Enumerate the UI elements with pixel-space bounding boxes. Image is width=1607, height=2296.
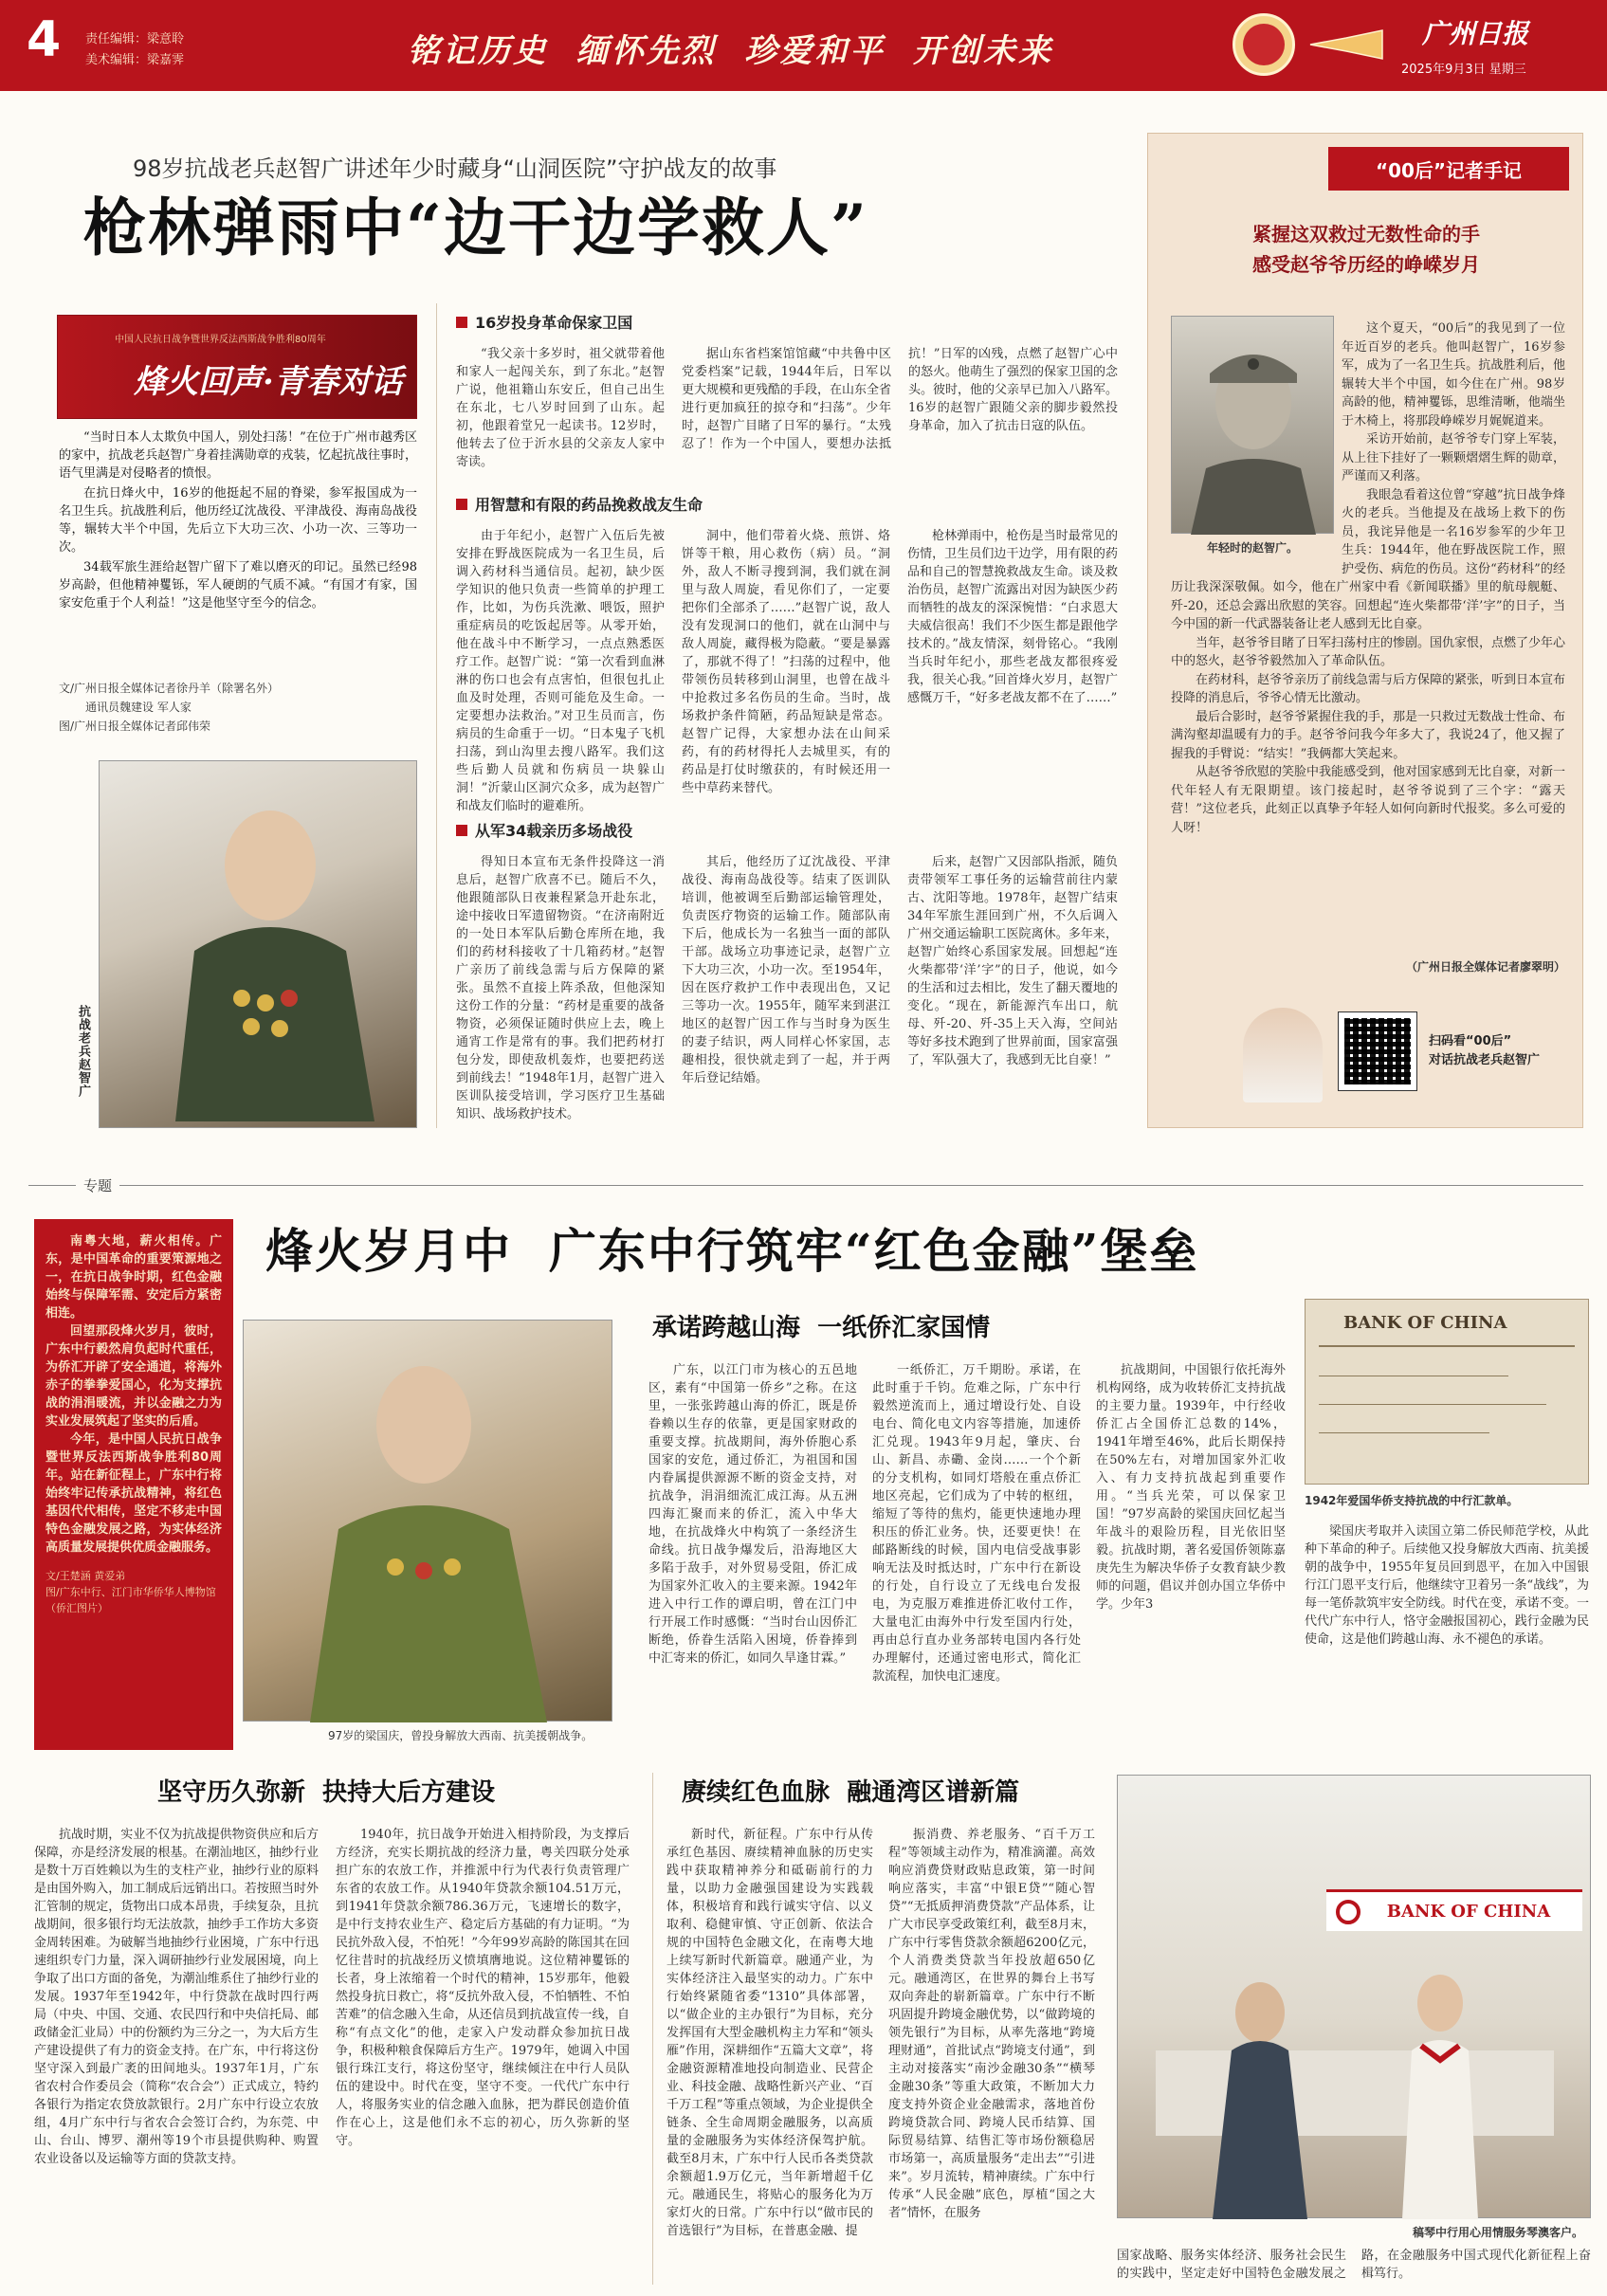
sidebar-paragraph: 最后合影时，赵爷爷紧握住我的手，那是一只救过无数战士性命、布满沟壑却温暖有力的手。赵爷爷问我今年多大了，我说24了，他又握了握我的手臂说：“结实！”我俩都大笑起来。 bbox=[1171, 709, 1566, 761]
issue-date: 2025年9月3日 星期三 bbox=[1401, 63, 1526, 77]
body-paragraph: 广东，以江门市为核心的五邑地区，素有“中国第一侨乡”之称。在这里，一张张跨越山海的侨汇，既是侨眷赖以生存的依靠，更是国家财政的重要支撑。抗战期间，海外侨胞心系国家的安危，通过侨汇，为祖国和国内眷属提供源源不断的资金支持，对抗战争，涓涓细流汇成江海。从五洲四海汇聚而来的侨汇，流入中华大地，在抗战烽火中构筑了一条经济生命线。抗日战争爆发后，沿海地区大多陷于敌手，对外贸易受阻，侨汇成为国家外汇收入的主要来源。1942年进入中行工作的谭启明，曾在江门中行开展工作时感慨：“当时台山因侨汇断绝，侨眷生活陷入困境，侨眷捧到中汇寄来的侨汇，如同久旱逢甘霖。” bbox=[648, 1363, 857, 1666]
section-c-title: 赓续红色血脉 融通湾区谱新篇 bbox=[682, 1778, 1020, 1807]
section-col bbox=[456, 345, 665, 473]
body-paragraph: 抗战时期，实业不仅为抗战提供物资供应和后方保障，亦是经济发展的根基。在潮汕地区，抽纱行业是数十万百姓赖以为生的支柱产业，抽纱行业的原料是由国外购入，加工制成后远销出口。若按照当时外汇管制的规定，货物出口成本昂贵，手续复杂，且抗战期间，很多银行均无法放款，抽纱手工作坊大多资金周转困难。为破解当地抽纱行业困境，广东中行迅速组织专门力量，深入调研抽纱行业发展困境，向上争取了出口方面的备免，为潮汕维系住了抽纱行业的发展。1937年至1942年，中行贷款在战时四行两局（中央、中国、交通、农民四行和中央信托局、邮政储金汇业局）中的份额约为三分之一，为大后方生产建设提供了有力的资金支持。在广东，中行将这份坚守深入到最广袤的田间地头。1937年1月，广东省农村合作委员会（简称“农合会”）正式成立，特约各银行为指定农贷放款银行。2月广东中行设立农放组，4月广东中行与省农合会签订合约，为东莞、中山、台山、博罗、潮州等19个市县提供购种、购置农业设备以及运输等方面的贷款支持。 bbox=[34, 1828, 319, 2166]
body-paragraph: “我父亲十多岁时，祖父就带着他和家人一起闯关东，到了东北。”赵智广说，他祖籍山东安丘，但自己出生在东北，七八岁时回到了山东。起初，他跟着堂兄一起读书。12岁时，他转去了位于沂水县的父亲友人家中寄读。 bbox=[456, 347, 665, 469]
banner-title: 烽火回声·青春对话 bbox=[134, 363, 403, 401]
section-col bbox=[667, 1826, 873, 2285]
section-col bbox=[1096, 1361, 1286, 1740]
bullet-square bbox=[456, 825, 467, 836]
lead-box-paragraph: 南粤大地，薪火相传。广东，是中国革命的重要策源地之一，在抗日战争时期，红色金融始终与保障军需、安定后方紧密相连。 bbox=[46, 1234, 222, 1321]
story-headline: 枪林弹雨中“边干边学救人” bbox=[83, 191, 868, 264]
lead-box-credits: 文/王楚涵 黄爱弟 图/广东中行、江门市华侨华人博物馆（侨汇图片） bbox=[46, 1570, 216, 1614]
lead-paragraph: “当时日本人太欺负中国人，别处扫荡！”在位于广州市越秀区的家中，抗战老兵赵智广身着挂满勋章的戎装，忆起抗战往事时，语气里满是对侵略者的愤恨。 bbox=[59, 430, 417, 481]
section-col bbox=[682, 527, 890, 849]
body-paragraph: 一纸侨汇，万千期盼。承诺，在此时重于千钧。危难之际，广东中行毅然逆流而上，通过增设行处、自设电台、简化电文内容等措施，加速侨汇兑现。1943年9月起，肇庆、台山、新昌、赤磡、金岗……一个个新的分支机构，如同灯塔般在重点侨汇地区亮起，它们成为了中转的枢纽，缩短了等待的焦灼，能更快速地办理积压的侨汇业务。快，还要更快！在邮路断线的时候，国内电信受战事影响无法及时抵达时，广东中行在新设的行处，自行设立了无线电台发报电，为克服万难推进侨汇收付工作，大量电汇由海外中行发至国内行处，再由总行直办业务部转电国内各行处办理解付，还通过密电形式，简化汇款流程，加快电汇速度。 bbox=[872, 1363, 1081, 1684]
credit-line: 图/广州日报全媒体记者邱伟荣 bbox=[59, 720, 211, 733]
sidebar-byline: （广州日报全媒体记者廖翠明） bbox=[1405, 960, 1565, 974]
section-title: 用智慧和有限的药品挽救战友生命 bbox=[475, 496, 703, 514]
body-paragraph: 洞中，他们带着火烧、煎饼、烙饼等干粮，用心救伤（病）员。“洞外，敌人不断寻搜到洞，我们就在洞里与敌人周旋，看见你们了，一定要把你们全部杀了……”赵智广说，敌人没有发现洞口的他们，就在山洞中与敌人周旋，藏得极为隐蔽。“要是暴露了，那就不得了！”扫荡的过程中，他带领伤员转移到山洞里，也曾在战斗中抢救过多名伤员的生命。当时，战场救护条件简陋，药品短缺是常态。赵智广记得，大家想办法在山间采药，有的药材得托人去城里买，有的药品是打仗时缴获的，有时候还用一些中草药来替代。 bbox=[682, 529, 890, 795]
section-col bbox=[872, 1361, 1081, 1740]
section-b-title: 坚守历久弥新 抉持大后方建设 bbox=[157, 1778, 496, 1807]
lead-paragraph: 在抗日烽火中，16岁的他挺起不屈的脊梁，参军报国成为一名卫生兵。抗战胜利后，他历经辽沈战役、平津战役、海南岛战役等，辗转大半个中国，先后立下大功三次、小功一次、三等功一次。 bbox=[59, 486, 417, 555]
body-paragraph: 枪林弹雨中，枪伤是当时最常见的伤情，卫生员们边干边学，用有限的药品和自己的智慧挽救战友生命。谈及救治伤员，赵智广流露出对因为缺医少药而牺牲的战友的深深惋惜：“白求恩大夫威信很高！我们不少医生都是跟他学技术的。”战友情深，刻骨铭心。“我刚当兵时年纪小，那些老战友都很疼爱我，很关心我。”回首烽火岁月，赵智广感慨万千，“好多老战友都不在了……” bbox=[907, 529, 1118, 705]
bank-branch-photo bbox=[1117, 1775, 1591, 2218]
sidebar-paragraph: 我眼急看着这位曾“穿越”抗日战争烽火的老兵。当他提及在战场上救下的伤员，我诧异他是一名16岁参军的少年卫生兵：1944年，他在野战医院工作，照护受伤、病危的伤员。这份“药材科”的经历让我深深敬佩。如今，他在广州家中看《新闻联播》里的航母舰艇、歼-20，还总会露出欣慰的笑容。回想起“连火柴都带‘洋’字”的日子，当今中国的新一代武器装备让老人感到无比自豪。 bbox=[1171, 487, 1565, 631]
section-col bbox=[1305, 1522, 1589, 1746]
series-banner bbox=[57, 315, 417, 419]
body-paragraph: 据山东省档案馆馆藏“中共鲁中区党委档案”记载，1944年后，日军以更大规模和更残酷的手段，在山东全省进行更加疯狂的掠夺和“扫荡”。少年时，赵智广目睹了日军的暴行。“太残忍了！作为一个中国人，要想办法抵抗！”日军的凶残，点燃了赵智广心中的怒火。他萌生了强烈的保家卫国的念头。彼时，他的父亲早已加入八路军。16岁的赵智广跟随父亲的脚步毅然投身革命，加入了抗击日寇的队伍。 bbox=[682, 347, 1118, 451]
qr-caption: 扫码看“00后” 对话抗战老兵赵智广 bbox=[1429, 1034, 1541, 1067]
lead-text bbox=[59, 428, 417, 614]
section-a-title: 承诺跨越山海 一纸侨汇家国情 bbox=[652, 1314, 991, 1342]
bullet-square bbox=[456, 499, 467, 510]
liang-photo-caption: 97岁的梁国庆，曾投身解放大西南、抗美援朝战争。 bbox=[328, 1729, 593, 1742]
body-paragraph: 国家战略、服务实体经济、服务社会民生的实践中，坚定走好中国特色金融发展之路，在金融服务中国式现代化新征程上奋楫笃行。 bbox=[1117, 2249, 1591, 2281]
paper-logo: 广州日报 bbox=[1422, 18, 1529, 49]
sidebar-paragraph: 采访开始前，赵爷爷专门穿上军装，从上往下挂好了一颗颗熠熠生辉的勋章，严谨而又利落。 bbox=[1342, 432, 1565, 483]
sidebar-paragraph: 在药材科，赵爷爷亲历了前线急需与后方保障的紧张，听到日本宣布投降的消息后，爷爷心情无比激动。 bbox=[1171, 672, 1566, 705]
document-bank-name: BANK OF CHINA bbox=[1343, 1313, 1507, 1333]
credit-line: 通讯员魏建设 军人家 bbox=[85, 701, 192, 714]
body-paragraph: 得知日本宣布无条件投降这一消息后，赵智广欣喜不已。随后不久，他跟随部队日夜兼程紧急开赴东北，途中接收日军遗留物资。“在济南附近的一处日本军队后勤仓库所在地，我们的药材科接收了十几箱药材。”赵智广亲历了前线急需与后方保障的紧张。虽然不直接上阵杀敌，但他深知这份工作的分量：“药材是重要的战备物资，必须保证随时供应上去，晚上通宵工作是常有的事。我们把药材打包分发，即使敌机轰炸，也要把药送到前线去！”1948年1月，赵智广进入医训队接受培训，学习医疗卫生基础知识、战场救护技术。 bbox=[456, 855, 665, 1121]
section-col bbox=[456, 853, 665, 1126]
body-paragraph: 1940年，抗日战争开始进入相持阶段，为支撑后方经济，充实长期抗战的经济力量，粤关四联分处承担广东的农放工作，并推派中行为代表行负责管理广东省的农放工作。从1940年贷款余额104.51万元，到1941年贷款余额786.36万元，飞速增长的数字，是中行支持农业生产、稳定后方基础的有力证明。“为民抗外敌入侵，不怕死！”今年99岁高龄的陈国其在回忆往昔时的抗战经历义愤填膺地说。这位精神矍铄的长者，身上浓缩着一个时代的精神，15岁那年，他毅然投身抗日救亡，将“反抗外敌入侵，不怕牺牲、不怕苦难”的信念融入生命，从还信员到抗战宣传一线，自称“有点文化”的他，走家入户发动群众参加抗日战争，积极种粮食保障后方生产。1979年，她调入中国银行珠江支行，将这份坚守，继续倾注在中行人员队伍的建设中。时代在变，坚守不变。一代代广东中行人，将服务实业的信念融入血脉，把为群民创造价值作在心上，这是他们永不忘的初心，历久弥新的坚守。 bbox=[336, 1828, 630, 2148]
body-paragraph: 新时代，新征程。广东中行从传承红色基因、赓续精神血脉的历史实践中获取精神养分和砥砺前行的力量，以助力金融强国建设为实践载体，积极培育和践行诚实守信、以义取利、稳健审慎、守正创新、依法合规的中国特色金融文化，在南粤大地上续写新时代新篇章。融通产业，为实体经济注入最坚实的动力。广东中行始终紧随省委“1310”具体部署，以“做企业的主办银行”为目标，充分发挥国有大型金融机构主力军和“领头雁”作用，深耕细作“五篇大文章”，将金融资源精准地投向制造业、民营企业、科技金融、战略性新兴产业、“百千万工程”等重点领域，为企业提供全链条、全生命周期金融服务，以高质量的金融服务为实体经济保驾护航。截至8月末，广东中行人民币各类贷款余额超1.9万亿元，当年新增超千亿元。融通民生，将贴心的服务化为万家灯火的日常。广东中行以“做市民的首选银行”为目标，在普惠金融、提 bbox=[667, 1828, 873, 2238]
editor-credit-1: 责任编辑：梁意聆 bbox=[85, 32, 185, 46]
section-col bbox=[682, 853, 890, 1126]
qr-code[interactable] bbox=[1338, 1011, 1417, 1091]
sidebar-text bbox=[1171, 319, 1565, 837]
section-title: 从军34载亲历多场战役 bbox=[475, 822, 633, 840]
sidebar-paragraph: 当年，赵爷爷目睹了日军扫荡村庄的惨剧。国仇家恨，点燃了少年心中的怒火，赵爷爷毅然加入了革命队伍。 bbox=[1171, 635, 1566, 668]
sidebar-paragraph: 从赵爷爷欣慰的笑脸中我能感受到，他对国家感到无比自豪，对新一代年轻人有无限期望。该门接起时，赵爷爷说到了三个字：“露天营！”这位老兵，此刻正以真挚予年轻人如何向新时代报奖。多么可爱的人呀！ bbox=[1171, 765, 1566, 835]
section-heading bbox=[456, 311, 632, 333]
special-section-a bbox=[630, 1308, 1293, 1744]
document-caption: 1942年爱国华侨支持抗战的中行汇款单。 bbox=[1305, 1494, 1519, 1507]
sidebar-tag-label: “00后”记者手记 bbox=[1375, 158, 1523, 182]
section-col bbox=[907, 853, 1118, 1126]
special-label: 专题 bbox=[76, 1175, 119, 1195]
trumpet-icon bbox=[1308, 28, 1384, 61]
section-col bbox=[336, 1826, 630, 2285]
masthead-slogan: 铭记历史 缅怀先烈 珍爱和平 开创未来 bbox=[408, 32, 1054, 70]
section-col bbox=[907, 527, 1118, 849]
page-number: 4 bbox=[27, 11, 62, 68]
story-kicker: 98岁抗战老兵赵智广讲述年少时藏身“山洞医院”守护战友的故事 bbox=[133, 155, 777, 182]
special-lead-box bbox=[34, 1219, 233, 1750]
body-paragraph: 振消费、养老服务、“百千万工程”等领域主动作为，精准滴灌。高效响应消费贷财政贴息政策，第一时间响应落实，丰富“中银E贷”“随心智贷”“无抵质押消费贷款”产品体系，让广大市民享受政策红利，截至8月末，广东中行零售贷款余额超6200亿元，个人消费类贷款当年投放超650亿元。融通湾区，在世界的舞台上书写双向奔赴的崭新篇章。广东中行不断巩固提升跨境金融优势，以“做跨境的领先银行”为目标，从率先落地“跨境理财通”，首批试点“跨境支付通”，到主动对接落实“南沙金融30条”“横琴金融30条”等重大政策，不断加大力度支持外资企业金融需求，落地首份跨境贷款合同、跨境人民币结算、国际贸易结算、结售汇等市场份额稳居市场第一，高质量服务“走出去”“引进来”。岁月流转，精神赓续。广东中行传承“人民金融”底色，厚植“国之大者”情怀，在服务 bbox=[888, 1828, 1095, 2220]
sidebar-title: 紧握这双救过无数性命的手 感受赵爷爷历经的峥嵘岁月 bbox=[1252, 223, 1480, 276]
section-heading bbox=[456, 819, 632, 841]
young-photo-caption: 年轻时的赵智广。 bbox=[1206, 541, 1298, 555]
section-col bbox=[34, 1826, 319, 2285]
editor-credit-2: 美术编辑：梁嘉霁 bbox=[85, 53, 185, 67]
section-col bbox=[888, 1826, 1095, 2285]
sidebar-paragraph: 这个夏天，“00后”的我见到了一位年近百岁的老兵。他叫赵智广，16岁参军，成为了一名卫生兵。抗战胜利后，他辗转大半个中国，如今住在广州。98岁高龄的他，精神矍铄，思维清晰，他端坐于木椅上，将那段峥嵘岁月娓娓道来。 bbox=[1342, 321, 1565, 428]
section-col bbox=[648, 1361, 857, 1740]
body-paragraph: 梁国庆考取并入读国立第二侨民师范学校，从此种下革命的种子。后续他又投身解放大西南、抗美援朝的战争中，1955年复员回到恩平，在加入中国银行江门恩平支行后，他继续守卫着另一条“战线”，为每一笔侨款筑牢安全防线。时代在变，承诺不变。一代代广东中行人，恪守金融报国初心，践行金融为民使命，这是他们跨越山海、永不褪色的承诺。 bbox=[1305, 1524, 1589, 1647]
section-col bbox=[682, 345, 1118, 483]
section-title: 16岁投身革命保家卫国 bbox=[475, 314, 633, 332]
special-headline: 烽火岁月中 广东中行筑牢“红色金融”堡垒 bbox=[265, 1223, 1199, 1279]
bank-sign-text: BANK OF CHINA bbox=[1386, 1902, 1551, 1922]
body-paragraph: 后来，赵智广又因部队指派，随负责带领军工事任务的运输营前往内蒙古、沈阳等地。1978年，赵智广结束34年军旅生涯回到广州，不久后调入广州交通运输职工医院离休。多年来，赵智广始终心系国家发展。回想起“连火柴都带‘洋’字”的日子，他说，如今的生活和过去相比，发生了翻天覆地的变化。“现在，新能源汽车出口，航母、歼-20、歼-35上天入海，空间站等好多技术跑到了世界前面，国家富强了，军队强大了，我感到无比自豪！” bbox=[907, 855, 1118, 1067]
credit-line: 文/广州日报全媒体记者徐丹羊（除署名外） bbox=[59, 682, 280, 695]
banner-small-text: 中国人民抗日战争暨世界反法西斯战争胜利80周年 bbox=[115, 335, 326, 345]
sidebar bbox=[1147, 133, 1583, 1128]
story-credits bbox=[59, 679, 417, 736]
section-col bbox=[456, 527, 665, 849]
liang-guoqing-photo bbox=[243, 1320, 612, 1722]
body-paragraph: 由于年纪小，赵智广入伍后先被安排在野战医院成为一名卫生员，后调入药材科当通信员。起初，缺少医学知识的他只负责一些简单的护理工作，比如，为伤兵洗漱、喂饭，照护重症病员的吃饭起居等。从零开始，他在战斗中不断学习，一点点熟悉医疗工作。赵智广说：“第一次看到血淋淋的伤口也会有点害怕，但很包扎止血及时处理，否则可能危及生命。一定要想办法救治。”对卫生员而言，伤病员的生命重于一切。“日本鬼子飞机扫荡，到山沟里去搜八路军。我们这些后勤人员就和伤病员一块躲山洞！”沂蒙山区洞穴众多，成为赵智广和战友们临时的避难所。 bbox=[456, 529, 665, 813]
body-paragraph: 其后，他经历了辽沈战役、平津战役、海南岛战役等。结束了医训队培训，他被调至后勤部运输管理处，负责医疗物资的运输工作。随部队南下后，他成长为一名独当一面的部队干部。战场立功事迹记录，赵智广立下大功三次，小功一次。至1954年，因在医疗救护工作中表现出色，又记三等功一次。1955年，随军来到湛江地区的赵智广因工作与当时身为医生的妻子结识，两人同样心怀家国，志趣相投，很快就走到了一起，并于两年后登记结婚。 bbox=[682, 855, 890, 1085]
lead-box-text bbox=[46, 1232, 222, 1557]
veteran-photo-caption: 抗战老兵赵智广 bbox=[76, 1005, 90, 1098]
body-paragraph: 抗战期间，中国银行依托海外机构网络，成为收转侨汇支持抗战的主要力量。1939年，中行经收侨汇占全国侨汇总数的14%，1941年增至46%，此后长期保持在50%左右，对增加国家外汇收入、有力支持抗战起到重要作用。“当兵光荣，可以保家卫国！”97岁高龄的梁国庆回忆起当年战斗的艰险历程，目光依旧坚毅。抗战时期，著名爱国侨领陈嘉庚先生为解决华侨子女教育缺少教师的问题，倡议并创办国立华侨中学。少年3 bbox=[1096, 1363, 1286, 1612]
masthead bbox=[0, 0, 1607, 91]
remittance-document bbox=[1305, 1299, 1589, 1485]
section-divider bbox=[28, 1185, 1583, 1186]
veteran-photo bbox=[99, 760, 417, 1128]
emblem-icon bbox=[1233, 13, 1295, 76]
bank-photo-caption: 稿琴中行用心用情服务琴澳客户。 bbox=[1412, 2226, 1583, 2239]
sidebar-tag bbox=[1328, 147, 1569, 191]
story-body bbox=[436, 303, 1138, 1128]
lead-box-paragraph: 今年，是中国人民抗日战争暨世界反法西斯战争胜利80周年。站在新征程上，广东中行将始终牢记传承抗战精神，将红色基因代代相传，坚定不移走中国特色金融发展之路，为实体经济高质量发展提供优质金融服务。 bbox=[46, 1432, 222, 1555]
lead-box-paragraph: 回望那段烽火岁月，彼时，广东中行毅然肩负起时代重任，为侨汇开辟了安全通道，将海外赤子的拳拳爱国心，化为支撑抗战的涓涓暖流，并以金融之力为实业发展筑起了坚实的后盾。 bbox=[46, 1324, 222, 1429]
reporter-avatar bbox=[1243, 1008, 1323, 1102]
special-section-b bbox=[34, 1773, 641, 2285]
bullet-square bbox=[456, 317, 467, 328]
lead-paragraph: 34载军旅生涯给赵智广留下了难以磨灭的印记。虽然已经98岁高龄，但他精神矍铄，军人硬朗的气质不减。“有国才有家，国家安危重于个人利益！”这是他坚守至今的信念。 bbox=[59, 560, 417, 610]
section-heading bbox=[456, 493, 703, 515]
section-c-tail bbox=[1117, 2247, 1591, 2285]
